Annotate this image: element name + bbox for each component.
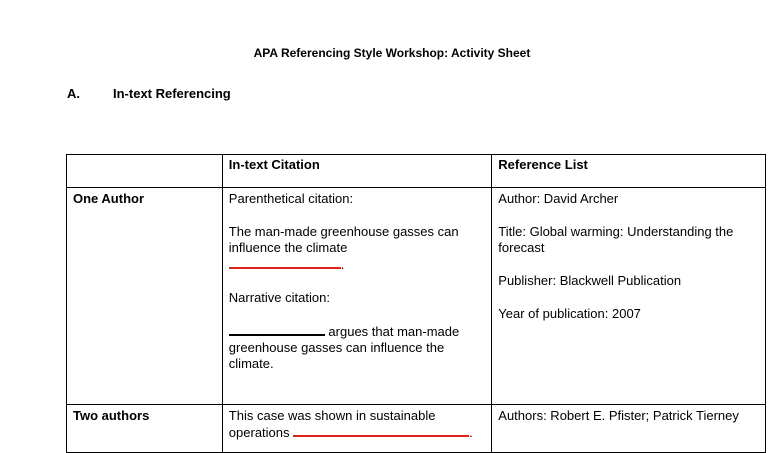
row-label-two-authors: Two authors bbox=[67, 405, 223, 453]
two-authors-sentence: This case was shown in sustainable operations bbox=[228, 408, 436, 440]
citation-cell-one-author bbox=[222, 188, 491, 405]
narrative-sentence: argues that man-made greenhouse gasses can influence the climate. bbox=[228, 324, 460, 371]
header-cell-citation: In-text Citation bbox=[222, 155, 491, 188]
parenthetical-exercise bbox=[229, 224, 485, 273]
parenthetical-sentence: The man-made greenhouse gasses can influence the climate bbox=[228, 224, 459, 255]
reference-author: Author: David Archer bbox=[498, 191, 619, 206]
table-header-row bbox=[67, 155, 766, 188]
page-title: APA Referencing Style Workshop: Activity Sheet bbox=[253, 46, 531, 60]
reference-authors: Authors: Robert E. Pfister; Patrick Tierney bbox=[498, 408, 739, 423]
parenthetical-end: . bbox=[340, 257, 345, 272]
two-authors-sentence-end: . bbox=[469, 425, 473, 440]
answer-blank-two-authors[interactable] bbox=[293, 424, 469, 437]
header-cell-empty bbox=[67, 155, 223, 188]
table-row-two-authors bbox=[67, 405, 766, 453]
reference-cell-one-author bbox=[492, 188, 766, 405]
answer-blank-narrative[interactable] bbox=[229, 323, 325, 336]
section-number: A. bbox=[67, 86, 80, 101]
activity-table bbox=[66, 154, 766, 453]
reference-cell-two-authors bbox=[492, 405, 766, 453]
row-label-one-author: One Author bbox=[67, 188, 223, 405]
section-title: In-text Referencing bbox=[113, 86, 231, 101]
reference-year: Year of publication: 2007 bbox=[498, 306, 641, 321]
narrative-exercise bbox=[229, 323, 485, 372]
table-row-one-author bbox=[67, 188, 766, 405]
answer-blank-parenthetical[interactable] bbox=[229, 256, 341, 269]
narrative-label: Narrative citation: bbox=[228, 290, 330, 305]
citation-cell-two-authors bbox=[222, 405, 491, 453]
reference-publisher: Publisher: Blackwell Publication bbox=[498, 273, 682, 288]
parenthetical-label: Parenthetical citation: bbox=[228, 191, 354, 206]
reference-title: Title: Global warming: Understanding the forecast bbox=[498, 224, 734, 255]
header-cell-reference: Reference List bbox=[492, 155, 766, 188]
